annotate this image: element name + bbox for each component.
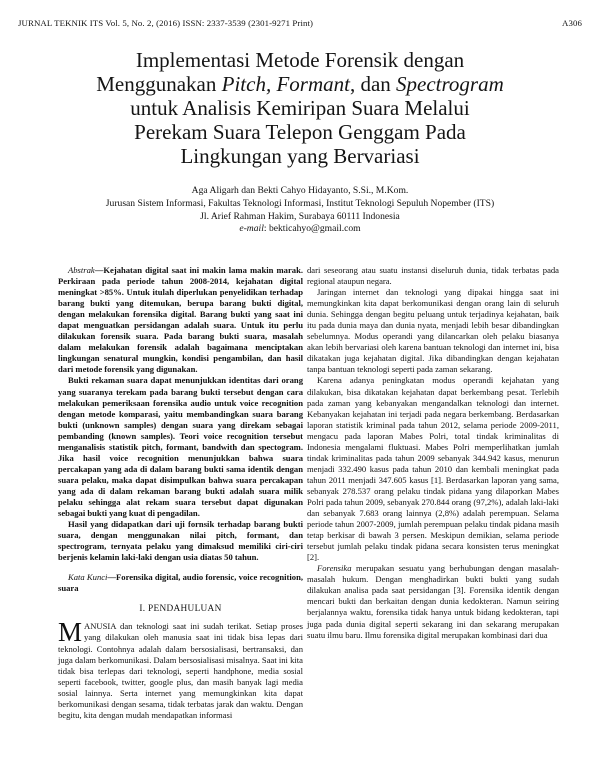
- abstract-paragraph-1: Abstrak—Kejahatan digital saat ini makin lama makin marak. Perkiraan pada periode tahun 2008-2014, kejahatan digital meningkat >85%. Untuk itulah diperlukan penyelidikan terhadap barang bukti yang ditemukan, berupa barang bukti digital, dengan melakukan forensika digital. Barang bukti yang saat ini dapat menguatkan persidangan adalah suara. Untuk itu perlu dilakukan forensik suara. Pada barang bukti suara, masalah dalam melakukan forensik adalah bagaimana menciptakan lingkungan senatural mungkin, kondisi pengambilan, dan hasil dari metode forensik yang digunakan.: [58, 265, 303, 375]
- body-paragraph-3: Forensika merupakan sesuatu yang berhubungan dengan masalah-masalah hukum. Dengan menghadirkan bukti bukti yang sudah dilakukan analisa pada saat persidangan [3]. Forensika identik dengan mencari bukti dan berkaitan dengan dunia kedokteran. Namun seiring berjalannya waktu, forensika tidak hanya untuk bidang kedokteran, tapi juga pada dunia digital seperti sekarang ini dan sekarang merupakan suatu ilmu baru. Ilmu forensika digital merupakan kombinasi dari dua: [307, 563, 559, 640]
- title-line-1: Implementasi Metode Forensik dengan: [135, 48, 465, 72]
- paper-title: [40, 48, 560, 168]
- author-block: [40, 185, 560, 236]
- page-number: A306: [562, 18, 582, 28]
- journal-info: JURNAL TEKNIK ITS Vol. 5, No. 2, (2016) ISSN: 2337-3539 (2301-9271 Print): [18, 18, 314, 28]
- intro-paragraph: MANUSIA dan teknologi saat ini sudah terikat. Setiap proses yang dilakukan oleh manusia saat ini tidak bisa lepas dari teknologi. Contohnya adalah dalam bersosialisasi, bertransaksi, dan juga dalam berkomunikasi. Dalam bersosialisasi misalnya. Saat ini kita tidak bisa terlepas dari teknologi, seperti handphone, media sosial seperti facebook, twitter, google plus, dan masih banyak lagi media sosial lainnya. Serta internet yang memungkinkan kita dapat berkomunikasi dengan sesama, tidak terbatas jarak dan waktu. Dengan begitu, kita dengan mudah mendapatkan informasi: [58, 617, 303, 720]
- author-affiliation: Jurusan Sistem Informasi, Fakultas Teknologi Informasi, Institut Teknologi Sepuluh Nopember (ITS): [105, 197, 495, 209]
- title-line-4: Perekam Suara Telepon Genggam Pada: [134, 120, 466, 144]
- title-line-3: untuk Analisis Kemiripan Suara Melalui: [130, 96, 470, 120]
- keywords: Kata Kunci—Forensika digital, audio forensic, voice recognition, suara: [58, 572, 303, 594]
- title-line-2: Menggunakan Pitch, Formant, dan Spectrogram: [96, 72, 504, 96]
- running-header: [18, 18, 582, 34]
- title-line-5: Lingkungan yang Bervariasi: [180, 144, 420, 168]
- left-column: [58, 265, 303, 721]
- author-names: Aga Aligarh dan Bekti Cahyo Hidayanto, S.Si., M.Kom.: [191, 185, 409, 196]
- right-column: [307, 265, 559, 641]
- body-paragraph-1: Jaringan internet dan teknologi yang dipakai hingga saat ini memungkinkan kita dapat berkomunikasi dengan orang lain di seluruh dunia. Sehingga dengan begitu peluang untuk terjadinya kejahatan, baik itu pada dunia maya dan dunia nyata, menjadi lebih besar dibandingkan sebelumnya. Modus operandi yang dilancarkan oleh pelaku biasanya akan lebih bervariasi oleh karena bantuan teknologi dan internet ini, bisa dikatakan juga kejahatan digital. Jika dibandingkan dengan kejahatan tanpa bantuan teknologi seperti pada zaman sekarang.: [307, 287, 559, 375]
- abstract-paragraph-2: Bukti rekaman suara dapat menunjukkan identitas dari orang yang suaranya terekam pada barang bukti tersebut dengan cara melakukan pemeriksaan forensika audio untuk voice recognition dengan metode komparasi, yaitu membandingkan suara barang bukti (unknown samples) dengan suara yang direkam sebagai pembanding (known samples). Teori voice recognition tersebut menganalisis statistik pitch, formant, bandwith dan spectogram. Jika hasil voice recognition menunjukkan bahwa suara percakapan yang ada di dalam barang bukti sama identik dengan suara pelaku, maka dapat disimpulkan bahwa suara percakapan yang ada di dalam rekaman barang bukti adalah suara milik pelaku sehingga alat rekam suara tersebut dapat digunakan sebagai bukti yang kuat di pengadilan.: [58, 375, 303, 519]
- section-heading: I. PENDAHULUAN: [139, 604, 222, 615]
- body-paragraph-0: dari seseorang atau suatu instansi diseluruh dunia, tidak terbatas pada regional ataupun negara.: [307, 265, 559, 287]
- author-email: e-mail: bekticahyo@gmail.com: [239, 223, 361, 235]
- body-paragraph-2: Karena adanya peningkatan modus operandi kejahatan yang dilakukan, bisa dikatakan kejahatan dapat berkembang pesat. Terlebih pada zaman yang kebanyakan mengandalkan teknologi dan internet. Kebanyakan kejahatan ini terjadi pada negara berkembang. Berdasarkan laporan statistik kriminal pada tahun 2012, selama periode 2009-2011, mengacu pada laporan Mabes Polri, total tindak kriminalitas di Indonesia mengalami fluktuasi. Mabes Polri memperlihatkan jumlah tindak kriminalitas pada tahun 2009 sebanyak 344.942 kasus, menurun menjadi 332.490 kasus pada tahun 2010 dan kembali meningkat pada tahun 2011 menjadi 347.605 kasus [1]. Berdasarkan laporan yang sama, sebanyak 278.537 orang pelaku tindak pidana yang dilaporkan Mabes Polri pada tahun 2009, sebanyak 270.844 orang (97,2%), adalah laki-laki dan sebanyak 7.683 orang lainnya (2,8%) adalah perempuan. Selama periode tahun 2007-2009, jumlah perempuan pelaku tindak pidana masih tetap berkisar di bawah 3 persen. Meskipun demikian, selama periode tersebut jumlah pelaku tindak pidana secara konsisten terus meningkat [2].: [307, 375, 559, 563]
- drop-cap: M: [58, 617, 83, 648]
- abstract-paragraph-3: Hasil yang didapatkan dari uji fornsik terhadap barang bukti suara, dengan menggunakan nilai pitch, formant, dan spectrogram, ternyata pelaku yang dimaksud memiliki ciri-ciri berjenis kelamin laki-laki dengan usia diatas 50 tahun.: [58, 519, 303, 563]
- author-address: Jl. Arief Rahman Hakim, Surabaya 60111 Indonesia: [200, 210, 400, 222]
